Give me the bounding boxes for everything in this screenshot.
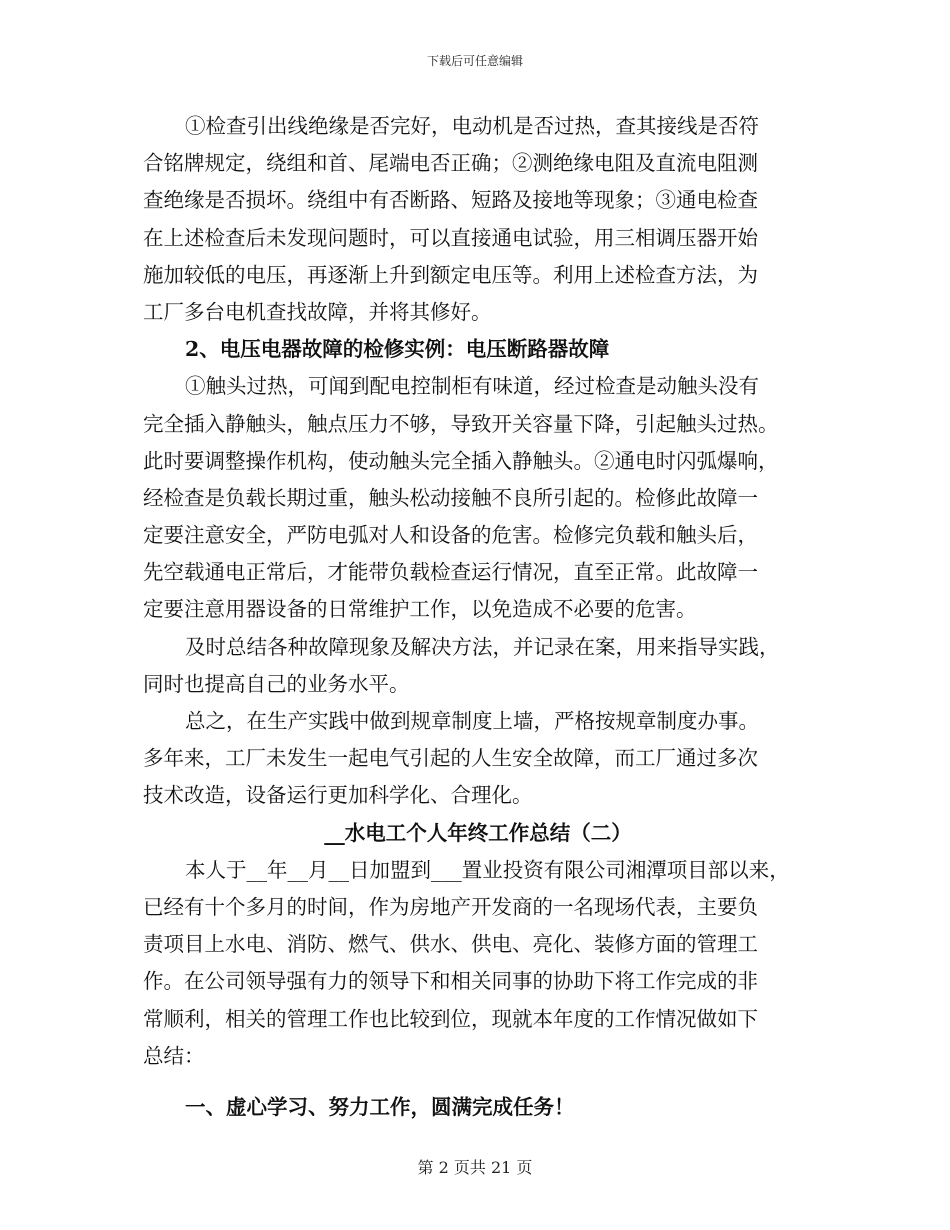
section-heading: 一、虚心学习、努力工作，圆满完成任务！ [185, 1094, 575, 1119]
paragraph-line: ①检查引出线绝缘是否完好，电动机是否过热，查其接线是否符 [185, 114, 759, 138]
paragraph-line: 本人于__年__月__日加盟到___置业投资有限公司湘潭项目部以来， [185, 857, 790, 882]
paragraph-line: 查绝缘是否损坏。绕组中有否断路、短路及接地等现象；③通电检查 [143, 188, 758, 213]
paragraph-line: 作。在公司领导强有力的领导下和相关同事的协助下将工作完成的非 [143, 969, 758, 994]
document-title: __水电工个人年终工作总结（二） [324, 820, 632, 845]
paragraph-line: 此时要调整操作机构，使动触头完全插入静触头。②通电时闪弧爆响， [143, 448, 779, 473]
paragraph-line: 定要注意安全，严防电弧对人和设备的危害。检修完负载和触头后， [143, 523, 758, 548]
paragraph-line: 在上述检查后未发现问题时，可以直接通电试验，用三相调压器开始 [143, 225, 758, 250]
paragraph-line: 施加较低的电压，再逐渐上升到额定电压等。利用上述检查方法，为 [143, 262, 758, 287]
document-body [143, 108, 813, 1126]
section-heading: 2、电压电器故障的检修实例：电压断路器故障 [185, 337, 610, 362]
paragraph-line: 先空载通电正常后，才能带负载检查运行情况，直至正常。此故障一 [143, 560, 758, 585]
paragraph-line: 责项目上水电、消防、燃气、供水、供电、亮化、装修方面的管理工 [143, 932, 758, 957]
page-header: 下载后可任意编辑 [426, 54, 523, 68]
paragraph-line: 技术改造，设备运行更加科学化、合理化。 [143, 783, 533, 808]
paragraph-line: 总之，在生产实践中做到规章制度上墙，严格按规章制度办事。 [185, 709, 759, 733]
paragraph-line: 同时也提高自己的业务水平。 [143, 671, 410, 696]
paragraph-line: 已经有十个多月的时间，作为房地产开发商的一名现场代表，主要负 [143, 894, 758, 919]
paragraph-line: 多年来，工厂未发生一起电气引起的人生安全故障，而工厂通过多次 [143, 746, 758, 771]
paragraph-line: 定要注意用器设备的日常维护工作，以免造成不必要的危害。 [143, 597, 697, 622]
paragraph-line: 常顺利，相关的管理工作也比较到位，现就本年度的工作情况做如下 [143, 1006, 758, 1031]
paragraph-line: 及时总结各种故障现象及解决方法，并记录在案，用来指导实践， [185, 634, 780, 659]
paragraph-line: 工厂多台电机查找故障，并将其修好。 [143, 299, 492, 324]
page-footer: 第 2 页共 21 页 [417, 1158, 533, 1177]
paragraph-line: 完全插入静触头，触点压力不够，导致开关容量下降，引起触头过热。 [143, 411, 779, 436]
paragraph-line: ①触头过热，可闻到配电控制柜有味道，经过检查是动触头没有 [185, 374, 759, 399]
paragraph-line: 合铭牌规定，绕组和首、尾端电否正确；②测绝缘电阻及直流电阻测 [143, 151, 758, 176]
paragraph-line: 总结： [143, 1043, 205, 1068]
paragraph-line: 经检查是负载长期过重，触头松动接触不良所引起的。检修此故障一 [143, 485, 758, 510]
